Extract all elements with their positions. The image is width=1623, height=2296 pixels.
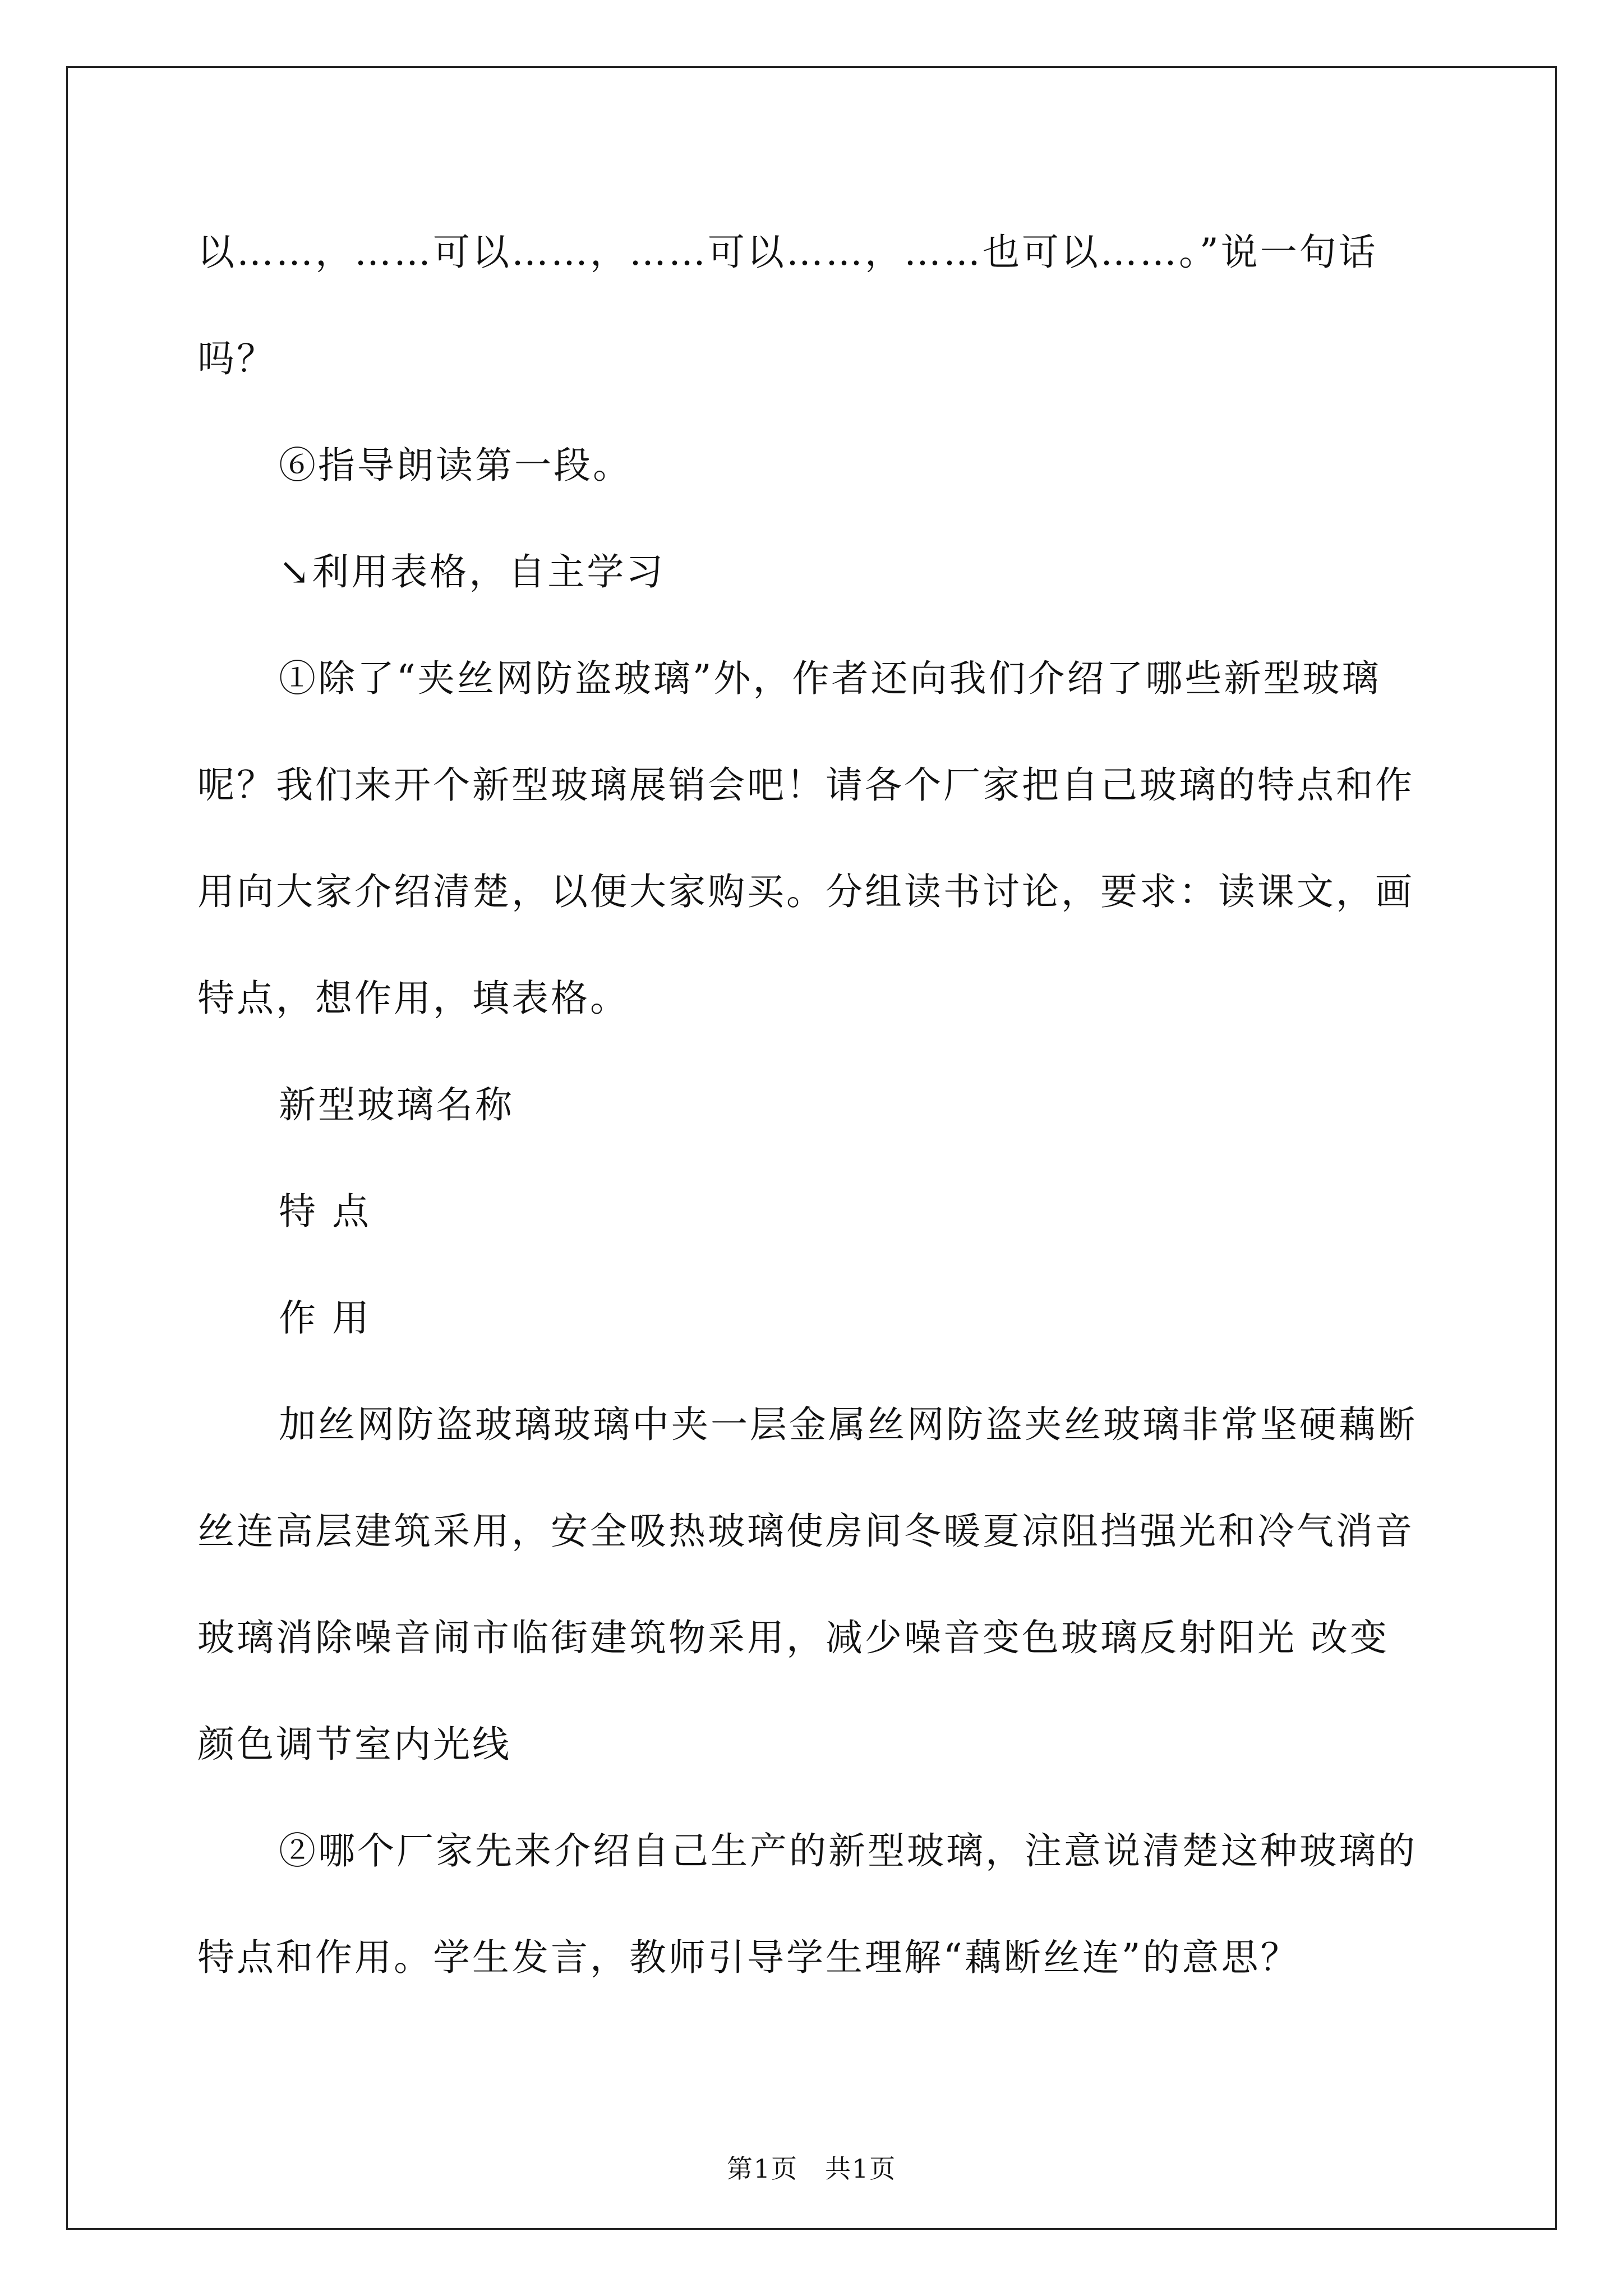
paragraph-1: 以……，……可以……，……可以……，……也可以……。”说一句话吗？ <box>197 231 1378 380</box>
table-content: 加丝网防盗玻璃玻璃中夹一层金属丝网防盗夹丝玻璃非常坚硬藕断丝连高层建筑采用，安全吸热玻璃使房间冬暖夏凉阻挡强光和冷气消音玻璃消除噪音闹市临街建筑物采用，减少噪音变色玻璃反射阳光 改变颜色调节室内光线 <box>197 1403 1417 1766</box>
table-header-function: 作 用 <box>279 1296 371 1340</box>
paragraph-3: ↘利用表格，自主学习 <box>279 550 666 593</box>
table-header-name: 新型玻璃名称 <box>279 1083 514 1126</box>
paragraph-9: ②哪个厂家先来介绍自己生产的新型玻璃，注意说清楚这种玻璃的特点和作用。学生发言，教师引导学生理解“藕断丝连”的意思？ <box>197 1829 1417 1979</box>
page-footer: 第1页 共1页 <box>726 2154 897 2184</box>
paragraph-4: ①除了“夹丝网防盗玻璃”外，作者还向我们介绍了哪些新型玻璃呢？我们来开个新型玻璃展销会吧！请各个厂家把自己玻璃的特点和作用向大家介绍清楚，以便大家购买。分组读书讨论，要求：读课文，画特点，想作用，填表格。 <box>197 657 1414 1020</box>
paragraph-2: ⑥指导朗读第一段。 <box>279 444 632 487</box>
table-header-feature: 特 点 <box>279 1190 371 1233</box>
document-body <box>197 199 1421 2011</box>
